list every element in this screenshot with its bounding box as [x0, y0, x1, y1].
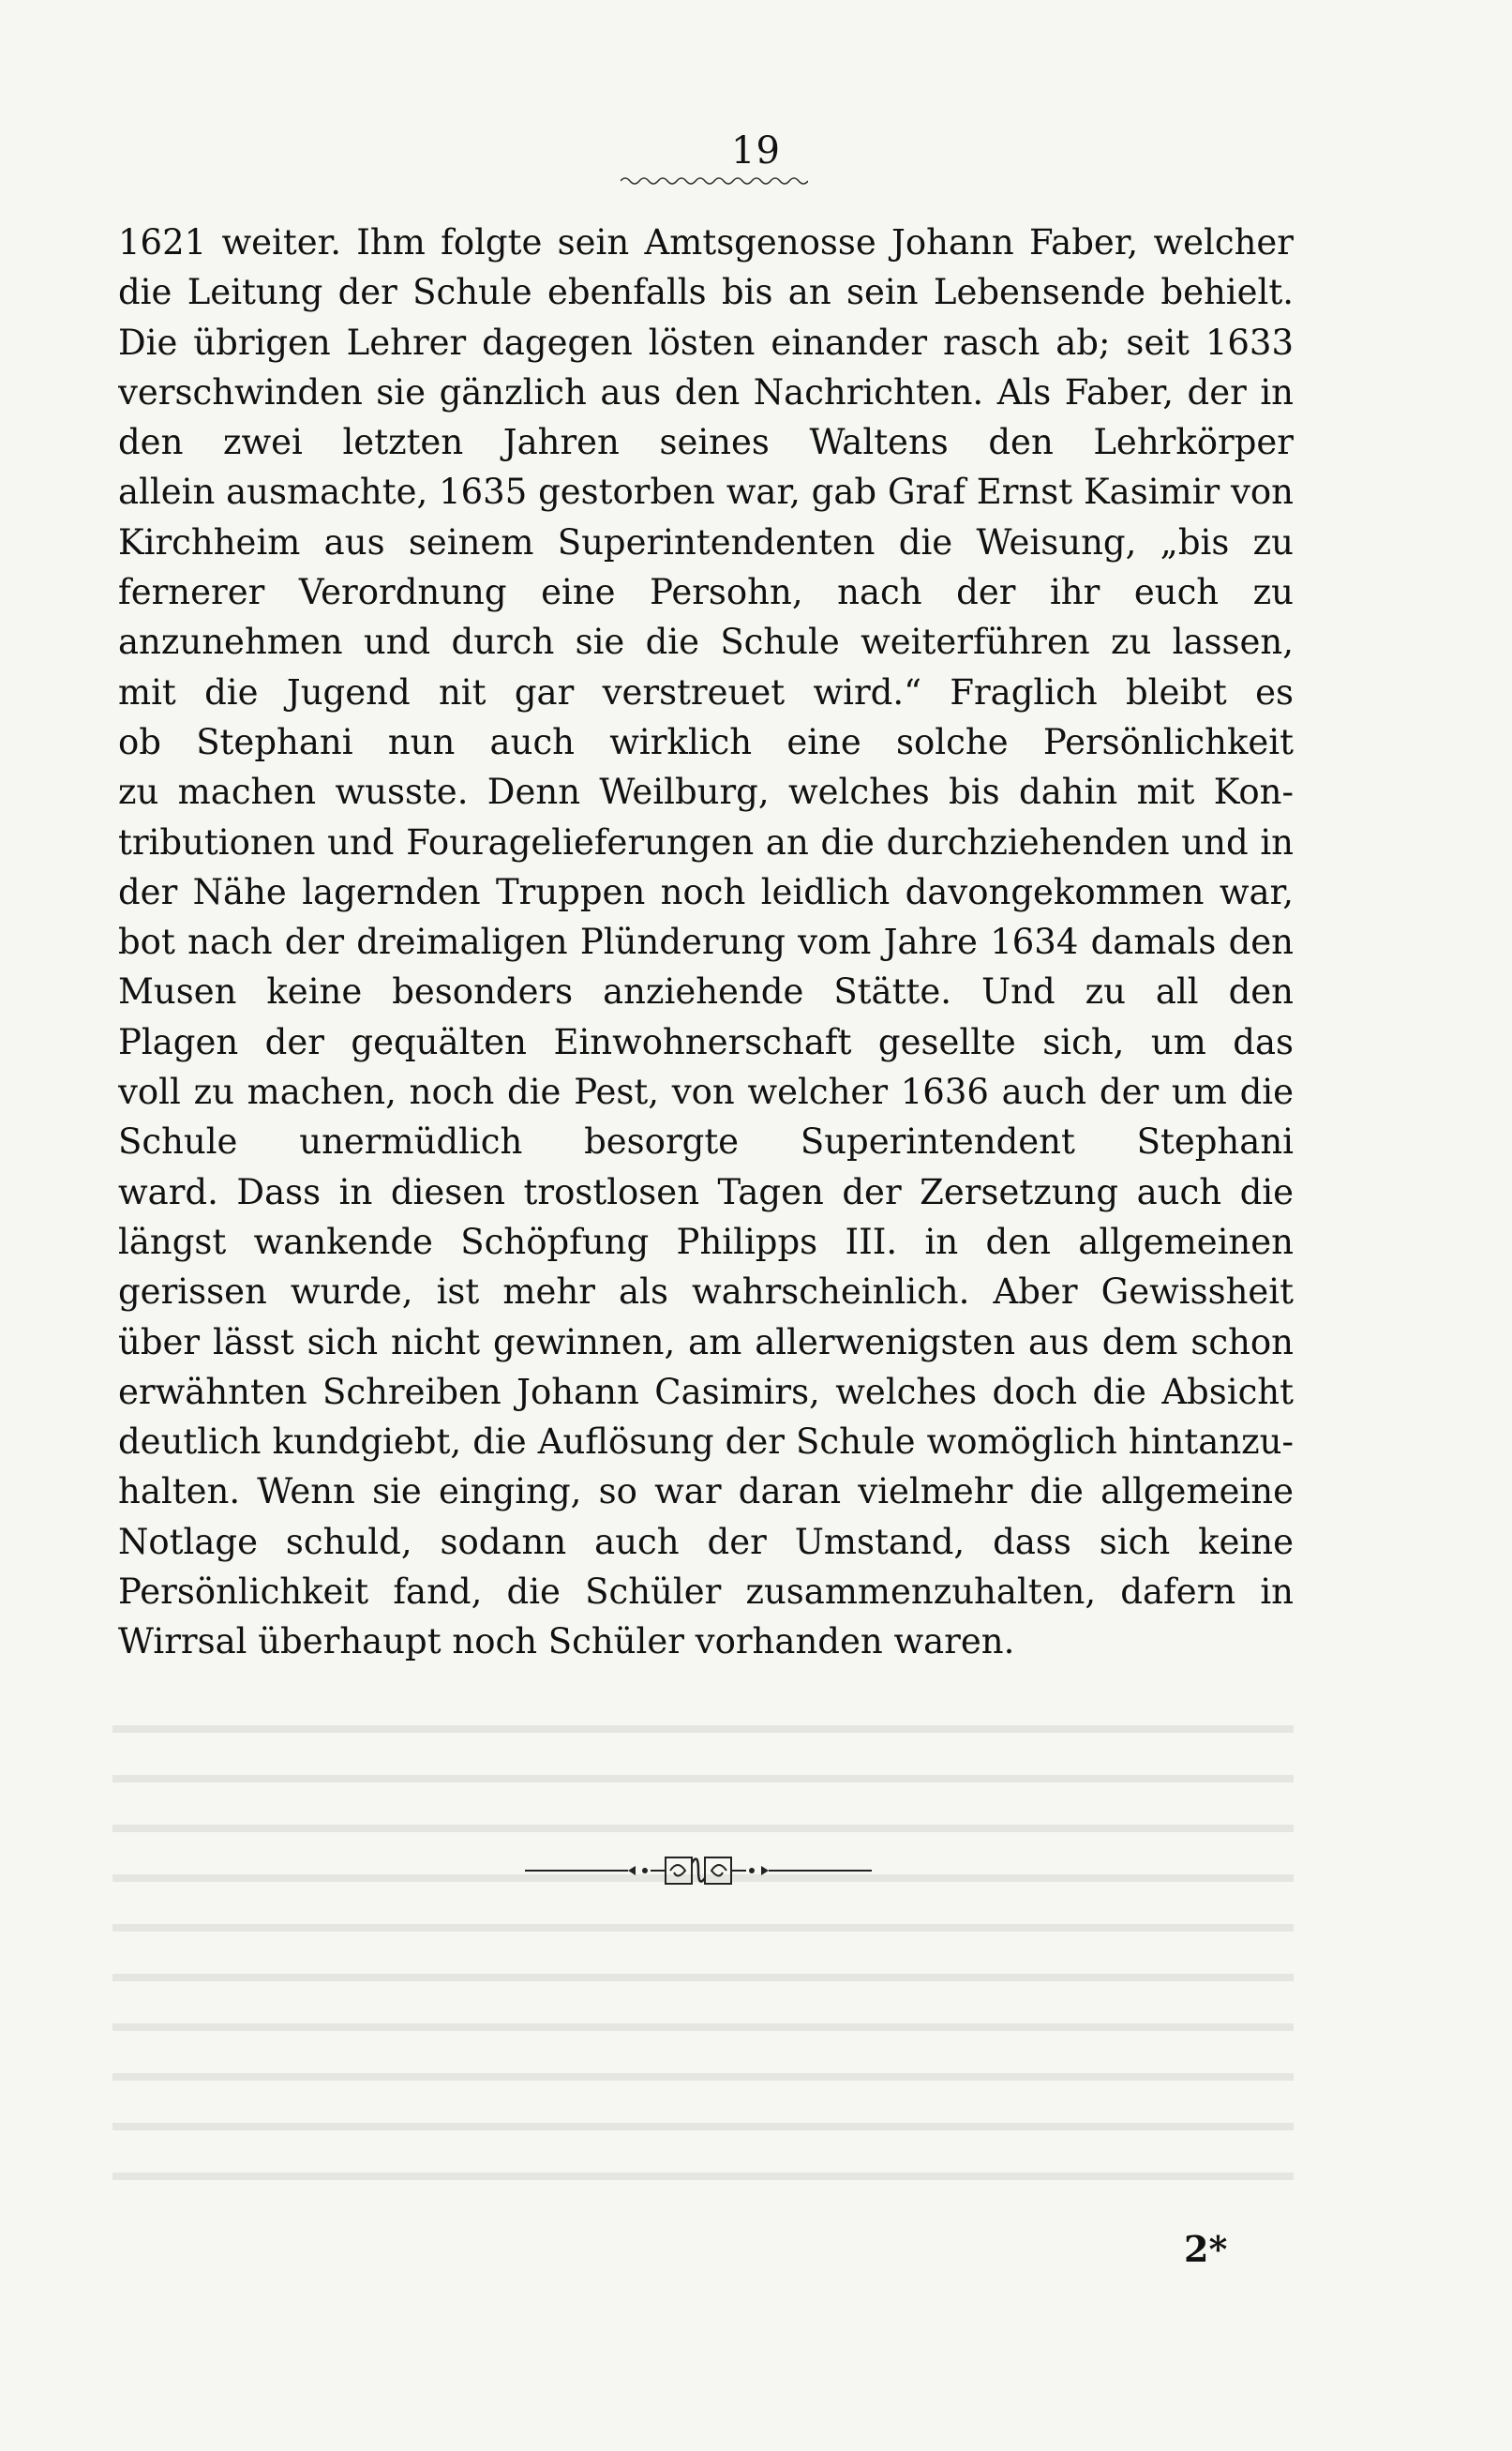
text-line: halten. Wenn sie einging, so war daran vielmehr die allgemeine	[118, 1471, 1294, 1512]
text-line: Wirrsal überhaupt noch Schüler vorhanden waren.	[118, 1621, 1015, 1662]
text-line: längst wankende Schöpfung Philipps III. in den allgemeinen	[118, 1221, 1294, 1262]
text-line: die Leitung der Schule ebenfalls bis an sein Lebensende behielt.	[118, 272, 1294, 313]
text-line: gerissen wurde, ist mehr als wahrscheinlich. Aber Gewissheit	[118, 1271, 1294, 1313]
text-line: der Nähe lagernden Truppen noch leidlich davongekommen war,	[118, 871, 1294, 912]
text-line: bot nach der dreimaligen Plünderung vom Jahre 1634 damals den	[118, 922, 1294, 963]
text-line: mit die Jugend nit gar verstreuet wird.“ Fraglich bleibt es	[118, 671, 1294, 713]
text-line: zu machen wusste. Denn Weilburg, welches bis dahin mit Kon-	[118, 772, 1294, 813]
text-line: Plagen der gequälten Einwohnerschaft gesellte sich, um das	[118, 1021, 1294, 1062]
text-line: Notlage schuld, sodann auch der Umstand, dass sich keine	[118, 1521, 1294, 1562]
text-line: ward. Dass in diesen trostlosen Tagen der Zersetzung auch die	[118, 1171, 1294, 1212]
text-line: erwähnten Schreiben Johann Casimirs, welches doch die Absicht	[118, 1371, 1294, 1412]
decorative-ornament-icon	[525, 1842, 872, 1899]
wavy-rule-icon	[621, 174, 808, 188]
text-line: den zwei letzten Jahren seines Waltens den Lehrkörper	[118, 422, 1294, 463]
text-line: Musen keine besonders anziehende Stätte. Und zu all den	[118, 971, 1294, 1013]
text-line: tributionen und Fouragelieferungen an die durchziehenden und in	[118, 821, 1294, 863]
text-line: Schule unermüdlich besorgte Superintendent Stephani	[118, 1121, 1294, 1163]
text-line: verschwinden sie gänzlich aus den Nachrichten. Als Faber, der in	[118, 371, 1294, 413]
text-line: deutlich kundgiebt, die Auflösung der Schule womöglich hintanzu-	[118, 1421, 1294, 1463]
body-text	[118, 218, 1294, 1667]
text-line: fernerer Verordnung eine Persohn, nach der ihr euch zu	[118, 572, 1294, 613]
text-line: Persönlichkeit fand, die Schüler zusammenzuhalten, dafern in	[118, 1571, 1294, 1613]
show-through-text	[112, 1697, 1294, 2222]
text-line: Die übrigen Lehrer dagegen lösten einander rasch ab; seit 1633	[118, 322, 1294, 363]
text-line: 1621 weiter. Ihm folgte sein Amtsgenosse Johann Faber, welcher	[118, 222, 1294, 263]
signature-mark: 2*	[1184, 2228, 1228, 2270]
text-line: voll zu machen, noch die Pest, von welcher 1636 auch der um die	[118, 1072, 1294, 1113]
text-line: allein ausmachte, 1635 gestorben war, gab Graf Ernst Kasimir von	[118, 472, 1294, 513]
text-line: ob Stephani nun auch wirklich eine solche Persönlichkeit	[118, 721, 1294, 762]
text-line: anzunehmen und durch sie die Schule weiterführen zu lassen,	[118, 622, 1294, 663]
page-number: 19	[731, 129, 781, 173]
text-line: Kirchheim aus seinem Superintendenten die Weisung, „bis zu	[118, 521, 1294, 563]
text-line: über lässt sich nicht gewinnen, am allerwenigsten aus dem schon	[118, 1321, 1294, 1362]
